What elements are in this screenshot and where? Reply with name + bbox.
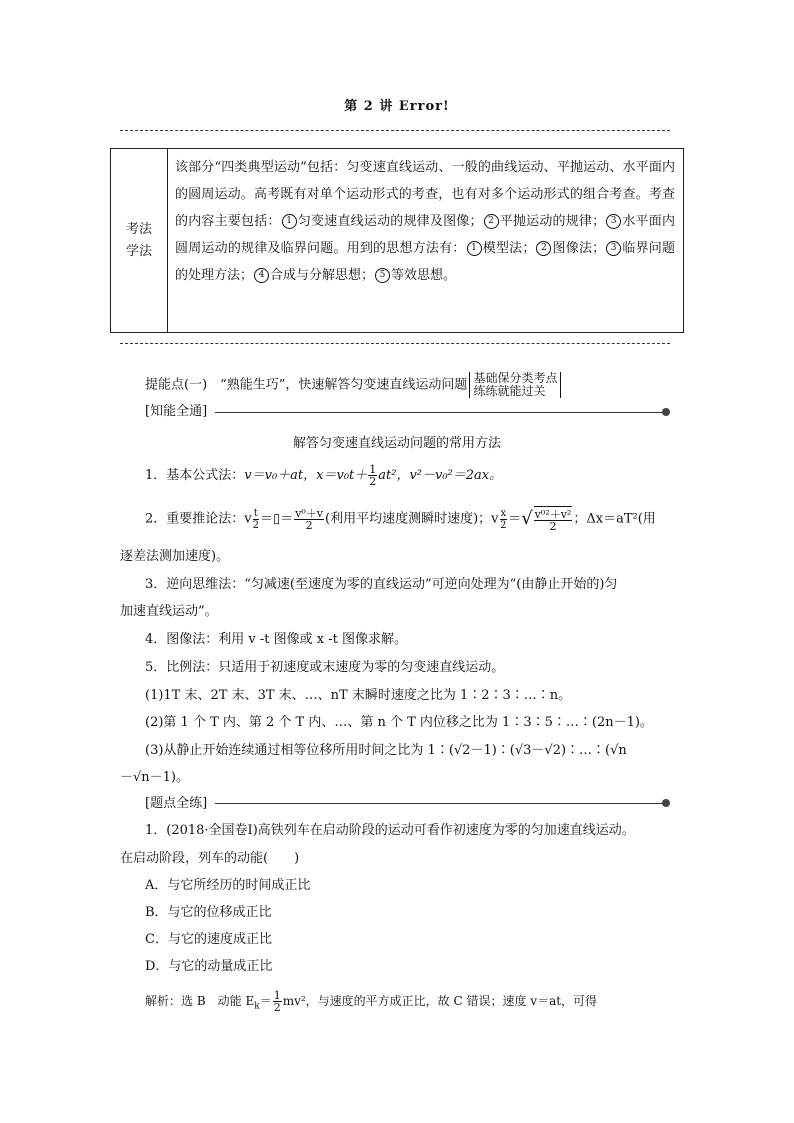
question-line2: 在启动阶段，列车的动能( ) [120, 851, 300, 866]
fraction: $\frac{x}{2}$ [500, 507, 507, 531]
circled-number: 1 [282, 214, 297, 229]
dashed-divider-top [120, 130, 670, 131]
method-2: 2．重要推论法：v $\frac{t}{2}$ ＝▯＝ $\frac{\text{v⁰＋v}}{2}$ (利用平均速度测瞬时速度)；v $\frac{x}{2}$ ＝√ $\frac{\text{v⁰²＋v²}}{2}$ ；Δx＝aT²(用 [145, 506, 656, 533]
circled-number: 2 [484, 214, 499, 229]
fraction: $\frac{1}{2}$ [273, 989, 281, 1014]
method-5-2: (2)第 1 个 T 内、第 2 个 T 内、…、第 n 个 T 内位移之比为 1∶3∶5∶…∶(2n－1)。 [145, 715, 653, 730]
section-tag: 基础保分类考点 练练就能过关 [469, 372, 561, 398]
option-c: C．与它的速度成正比 [145, 932, 272, 947]
fraction: $\frac{t}{2}$ [252, 507, 259, 531]
option-a: A．与它所经历的时间成正比 [145, 878, 311, 893]
circled-number: 3 [606, 214, 621, 229]
dashed-divider-bottom [120, 343, 670, 344]
intro-label-line2: 学法 [125, 243, 152, 259]
methods-title: 解答匀变速直线运动问题的常用方法 [292, 436, 501, 451]
fraction: $\frac{1}{2}$ [369, 463, 377, 488]
section-bar-label: [题点全练] [145, 796, 208, 811]
method-5-3b: －√n－1)。 [120, 770, 189, 785]
method-3-line2: 加速直线运动”。 [120, 604, 218, 619]
circled-number: 4 [254, 268, 269, 283]
intro-text: 该部分“四类典型运动”包括：匀变速直线运动、一般的曲线运动、平抛运动、水平面内的圆周运动。高考既有对单个运动形式的考查，也有对多个运动形式的组合考查。考查的内容主要包括： 1 匀变速直线运动的规律及图像； 2 平抛运动的规律； 3 水平面内圆周运动的规律及临界问题。用到的思想方法有： 1 模型法； 2 图像法； 3 临界问题的处理方法； 4 合成与分解思想； 5 等效思想。 [175, 160, 675, 283]
circled-number: 5 [375, 268, 390, 283]
answer-analysis: 解析：选 B 动能 $E_k=$ $\frac{1}{2}$ mv²，与速度的平方成正比，故 C 错误；速度 v＝at，可得 [145, 989, 598, 1014]
page-title: 第 2 讲 Error! [344, 99, 450, 114]
method-1: 1．基本公式法：v＝v₀＋at，x＝v₀t＋ $\frac{1}{2}$ at²，v²－v₀²＝2ax。 [145, 463, 503, 488]
section-bar-dot [662, 408, 670, 416]
section-bar-line [215, 803, 665, 804]
circled-number: 1 [467, 241, 482, 256]
option-b: B．与它的位移成正比 [145, 905, 272, 920]
circled-number: 3 [606, 241, 621, 256]
fraction: $\frac{\text{v⁰²＋v²}}{2}$ [534, 508, 572, 533]
method-3-line1: 3．逆向思维法：“匀减速(至速度为零的直线运动”可逆向处理为“(由静止开始的)匀 [145, 577, 618, 592]
circled-number: 2 [536, 241, 551, 256]
intro-label-line1: 考法 [125, 221, 152, 237]
intro-label [111, 149, 168, 332]
option-d: D．与它的动量成正比 [145, 959, 273, 974]
intro-box [110, 148, 684, 333]
section-bar-dot [662, 799, 670, 807]
section-bar-line [215, 412, 665, 413]
method-5: 5．比例法：只适用于初速度或末速度为零的匀变速直线运动。 [145, 660, 505, 675]
fraction: $\frac{\text{v⁰＋v}}{2}$ [295, 506, 324, 532]
method-4: 4．图像法：利用 v -t 图像或 x -t 图像求解。 [145, 632, 407, 647]
sqrt-sign: √ [521, 508, 533, 529]
question-line1: 1．(2018·全国卷Ⅰ)高铁列车在启动阶段的运动可看作初速度为零的匀加速直线运动。 [145, 823, 635, 838]
section-bar-label: [知能全通] [145, 404, 208, 419]
section-heading: 提能点(一) “熟能生巧”，快速解答匀变速直线运动问题 基础保分类考点 练练就能过关 [145, 372, 561, 398]
method-5-1: (1)1T 末、2T 末、3T 末、…、nT 末瞬时速度之比为 1∶2∶3∶…∶n。 [145, 688, 572, 703]
method-2-cont: 逐差法测加速度)。 [120, 549, 230, 564]
method-5-3a: (3)从静止开始连续通过相等位移所用时间之比为 1∶(√2－1)∶(√3－√2)∶…∶(√n [145, 743, 627, 758]
